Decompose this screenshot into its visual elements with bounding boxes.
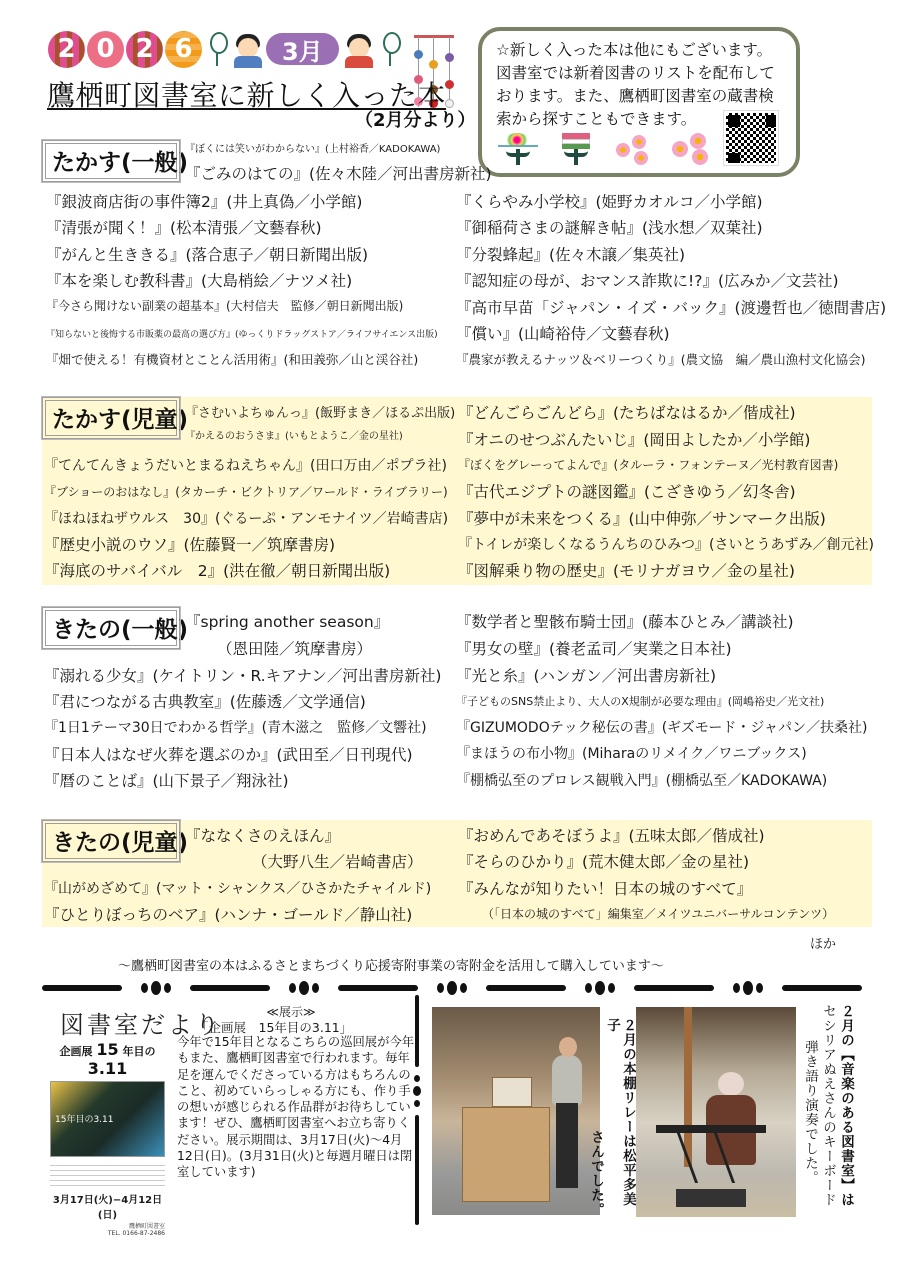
odairi-sama-doll-icon	[232, 30, 262, 68]
ohina-sama-doll-icon	[343, 30, 373, 68]
book-entry: 『本を楽しむ教科書』(大島梢絵／ナツメ社)	[46, 272, 353, 290]
book-entry: 『夢中が未来をつくる』(山中伸弥／サンマーク出版)	[458, 510, 826, 528]
book-entry: 『どんごらごんどら』(たちばなはるか／偕成社)	[458, 404, 796, 422]
book-entry: 『おめんであそぼうよ』(五味太郎／偕成社)	[458, 827, 765, 845]
dash-dot-divider	[42, 980, 862, 996]
page-subtitle: （2月分より）	[355, 110, 476, 131]
book-entry: 『男女の壁』(養老孟司／実業之日本社)	[456, 640, 732, 658]
book-entry: 『ブショーのおはなし』(タカーチ・ビクトリア／ワールド・ライブラリー)	[44, 485, 448, 499]
exhibit-description: 今年で15年目となるこちらの巡回展が今年もまた、鷹栖町図書室で行われます。毎年足を運んでくださっている方はもちろんのこと、初めていらっしゃる方にも、作り手の想いが感じられる作品群がお待ちしています！ぜひ、鷹栖町図書室へお立ち寄りください。展示期間は、3月17日(火)～4月12日(日)。(3月31日(火)と毎週月曜日は閉室しています)	[177, 1035, 414, 1180]
book-entry: 『御稲荷さまの謎解き帖』(浅水想／双葉社)	[456, 219, 763, 237]
bonbori-lantern-icon	[208, 30, 224, 68]
book-entry: 『ほねほねザウルス 30』(ぐるーぷ・アンモナイツ／岩崎書店)	[44, 511, 449, 527]
month-badge: 3月	[266, 33, 339, 65]
book-entry: 『棚橋弘至のプロレス観戦入門』(棚橋弘至／KADOKAWA)	[456, 773, 828, 789]
year-month-banner	[48, 28, 401, 70]
poster-org: 鷹栖町図書室	[128, 1223, 165, 1230]
book-entry: 『海底のサバイバル 2』(洪在徹／朝日新聞出版)	[44, 562, 391, 580]
poster-fine-print	[50, 1161, 165, 1187]
book-entry: 『がんと生ききる』(落合恵子／朝日新聞出版)	[46, 246, 369, 264]
poster-artwork: 15年目の3.11	[50, 1081, 165, 1157]
book-entry: 『ごみのはての』(佐々木陸／河出書房新社)	[185, 165, 492, 183]
section-label: たかす(一般)	[42, 140, 180, 182]
book-entry: 『溺れる少女』(ケイトリン・R.キアナン／河出書房新社)	[44, 667, 442, 685]
year-digit: 2	[48, 31, 85, 68]
book-entry: 『図解乗り物の歴史』(モリナガヨウ／金の星社)	[458, 562, 795, 580]
book-entry: 『暦のことば』(山下景子／翔泳社)	[44, 772, 289, 790]
year-digit: 2	[126, 31, 163, 68]
book-entry: 『くらやみ小学校』(姫野カオルコ／小学館)	[456, 193, 763, 211]
book-entry: （大野八生／岩崎書店）	[252, 853, 423, 871]
funding-note: ～鷹栖町図書室の本はふるさとまちづくり応援寄附事業の寄附金を活用して購入しています～	[118, 959, 664, 974]
book-entry: 『1日1テーマ30日でわかる哲学』(青木滋之 監修／文響社)	[44, 720, 427, 736]
info-text: ☆新しく入った本は他にもございます。図書室では新着図書のリストを配布しております。また、鷹栖町図書室の蔵書検索から探すこともできます。	[496, 41, 775, 128]
bonbori-lantern-icon	[381, 30, 397, 68]
photo2-caption-2: セシリアぬえさんのキーボード	[820, 1004, 836, 1207]
book-entry: 『知らないと後悔する市販薬の最高の選び方』(ゆっくりドラッグストア／ライフサイエンス出版)	[46, 330, 438, 340]
book-entry: 『分裂蜂起』(佐々木譲／集英社)	[456, 246, 686, 264]
section-label: きたの(児童)	[42, 820, 180, 862]
book-entry: 『ひとりぼっちのベア』(ハンナ・ゴールド／静山社)	[44, 906, 413, 924]
book-entry: 『GIZUMODOテック秘伝の書』(ギズモード・ジャパン／扶桑社)	[456, 720, 868, 736]
book-entry: 『てんてんきょうだいとまるねえちゃん』(田口万由／ポプラ社)	[44, 458, 447, 474]
book-entry: 『ななくさのえほん』	[185, 827, 341, 845]
book-entry: 『オニのせつぶんたいじ』(岡田よしたか／小学館)	[458, 431, 811, 449]
section-kitano-children	[42, 820, 872, 927]
year-digit: 6	[165, 31, 202, 68]
photo1-caption-2: さんでした。	[588, 1130, 604, 1217]
book-entry: 『清張が聞く！』(松本清張／文藝春秋)	[46, 219, 322, 237]
exhibit-name: 「企画展 15年目の3.11」	[196, 1020, 353, 1035]
section-takasu-children	[42, 397, 872, 585]
section-takasu-general	[42, 140, 887, 380]
photo1-caption: ２月の本棚リレーは松平多美子	[604, 1018, 636, 1207]
bookshelf-relay-photo	[432, 1007, 600, 1215]
book-entry: 『さむいよちゅんっ』(飯野まき／ほるぷ出版)	[185, 406, 456, 421]
book-entry: 『農家が教えるナッツ＆ベリーつくり』(農文協 編／農山漁村文化協会)	[456, 352, 866, 367]
book-entry: 『銀波商店街の事件簿2』(井上真偽／小学館)	[46, 193, 363, 211]
section-label: たかす(児童)	[42, 397, 180, 439]
poster-header: 企画展 15 年目の 3.11	[59, 1040, 156, 1078]
exhibit-heading: ≪展示≫	[266, 1005, 316, 1019]
book-entry: 『数学者と聖骸布騎士団』(藤本ひとみ／講談社)	[456, 613, 794, 631]
book-entry: 『歴史小説のウソ』(佐藤賢一／筑摩書房)	[44, 536, 336, 554]
book-entry: 『ぼくをグレーってよんで』(タルーラ・フォンテーヌ／光村教育図書)	[458, 458, 839, 472]
book-entry: 『高市早苗「ジャパン・イズ・バック』(渡邊哲也／徳間書店)	[456, 299, 887, 317]
book-entry: 『ぼくには笑いがわからない』(上村裕香／KADOKAWA)	[185, 144, 441, 155]
book-entry: 『光と糸』(ハンガン／河出書房新社)	[456, 667, 717, 685]
book-entry: 『みんなが知りたい！日本の城のすべて』	[458, 880, 753, 898]
book-entry: 『まほうの布小物』(Miharaのリメイク／ワニブックス)	[456, 746, 807, 762]
photo2-caption: ２月の【音楽のある図書室】は	[838, 1004, 854, 1207]
book-entry: （「日本の城のすべて」編集室／メイツユニバーサルコンテンツ）	[482, 907, 835, 921]
book-entry: 『山がめざめて』(マット・シャンクス／ひさかたチャイルド)	[44, 881, 432, 897]
year-digit: 0	[87, 31, 124, 68]
and-more-label: ほか	[810, 937, 837, 952]
section-label: きたの(一般)	[42, 607, 180, 649]
book-entry: 『spring another season』	[185, 613, 390, 631]
poster-tel: TEL. 0166-87-2486	[107, 1230, 165, 1237]
book-entry: 『今さら聞けない副業の超基本』(大村信夫 監修／朝日新聞出版)	[46, 299, 404, 313]
book-entry: 『日本人はなぜ火葬を選ぶのか』(武田至／日刊現代)	[44, 746, 413, 764]
keyboard-performance-photo	[636, 1007, 796, 1217]
book-entry: （恩田陸／筑摩書房）	[217, 640, 373, 658]
book-entry: 『そらのひかり』(荒木健太郎／金の星社)	[458, 853, 750, 871]
book-entry: 『君につながる古典教室』(佐藤透／文学通信)	[44, 693, 366, 711]
book-entry: 『かえるのおうさま』(いもとようこ／金の星社)	[185, 431, 403, 442]
section-kitano-general	[42, 607, 872, 797]
book-entry: 『トイレが楽しくなるうんちのひみつ』(さいとうあずみ／創元社)	[458, 537, 874, 553]
photo2-caption-3: 弾き語り演奏でした。	[802, 1040, 818, 1185]
newsletter-title: 図書室だより	[60, 1011, 222, 1039]
page-title: 鷹栖町図書室に新しく入った本	[47, 79, 447, 112]
exhibit-poster-image	[50, 1040, 165, 1237]
book-entry: 『畑で使える！有機資材とことん活用術』(和田義弥／山と渓谷社)	[46, 352, 419, 367]
book-entry: 『償い』(山崎裕侍／文藝春秋)	[456, 325, 670, 343]
book-entry: 『古代エジプトの謎図鑑』(こざきゆう／幻冬舎)	[458, 483, 796, 501]
book-entry: 『認知症の母が、おマンス詐欺に!?』(広みか／文芸社)	[456, 272, 839, 290]
book-entry: 『子どものSNS禁止より、大人のX規制が必要な理由』(岡嶋裕史／光文社)	[456, 695, 825, 708]
poster-date: 3月17日(火)−4月12日(日)	[52, 1195, 163, 1221]
